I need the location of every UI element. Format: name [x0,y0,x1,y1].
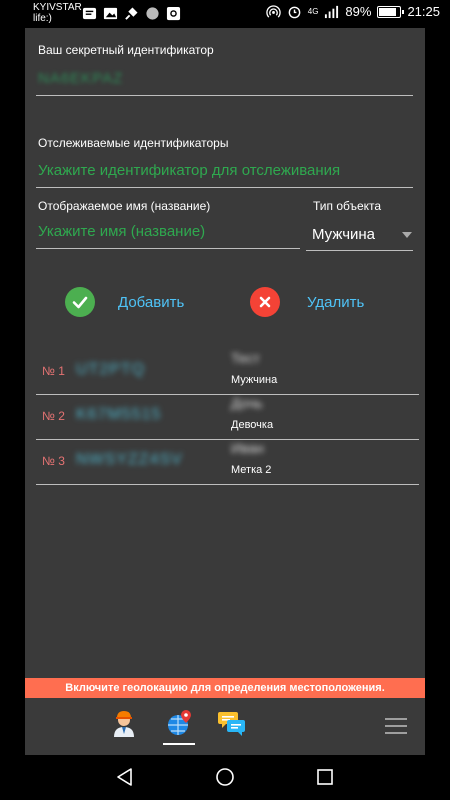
object-type-label: Тип объекта [313,199,382,213]
hamburger-menu-icon[interactable] [385,718,407,739]
row-name: Иван [231,440,264,456]
tracked-ids-label: Отслеживаемые идентификаторы [38,136,229,150]
row-divider [36,484,419,485]
list-item[interactable] [36,440,419,485]
home-circle-icon[interactable] [215,767,235,787]
battery-icon [377,6,401,18]
object-type-select[interactable]: Мужчина [312,226,376,243]
list-item[interactable] [36,350,419,395]
row-type: Девочка [231,419,274,431]
image-icon [103,6,118,21]
circle-icon [145,6,160,21]
notification-icons [82,6,181,21]
row-number: № 1 [42,364,65,378]
carrier-line-1: KYIVSTAR [33,2,82,13]
delete-button[interactable]: Удалить [307,294,365,311]
signal-icon [324,4,339,19]
app-screen [25,28,425,755]
secret-id-label: Ваш секретный идентификатор [38,43,214,57]
chevron-down-icon[interactable] [402,232,412,238]
tab-profile-worker-icon[interactable] [109,708,139,738]
secret-id-underline [36,95,413,96]
carrier-name [33,2,82,24]
row-number: № 2 [42,409,65,423]
row-type: Метка 2 [231,464,272,476]
object-type-underline [306,250,413,251]
camera-icon [166,6,181,21]
satellite-icon [124,6,139,21]
secret-id-value[interactable]: NA6EKPAZ [38,70,124,87]
display-name-input[interactable]: Укажите имя (название) [38,223,206,240]
delete-x-icon[interactable] [250,287,280,317]
active-tab-indicator [163,743,195,745]
bottom-tab-bar [25,698,425,755]
row-identifier: K67M5515 [76,406,162,423]
tab-map-globe-icon[interactable] [164,708,194,738]
clock: 21:25 [407,4,440,19]
alarm-icon [287,4,302,19]
hotspot-icon [266,4,281,19]
message-icon [82,6,97,21]
back-triangle-icon[interactable] [115,767,135,787]
battery-level [379,8,396,16]
recents-square-icon[interactable] [315,767,335,787]
tab-chat-bubbles-icon[interactable] [217,708,247,738]
geolocation-banner[interactable]: Включите геолокацию для определения местоположения. [25,678,425,698]
row-name: Дочь [231,395,263,411]
tracked-id-input[interactable]: Укажите идентификатор для отслеживания [38,162,341,179]
status-bar [0,0,450,28]
row-number: № 3 [42,454,65,468]
carrier-line-2: life:) [33,13,52,24]
display-name-underline [36,248,300,249]
display-name-label: Отображаемое имя (название) [38,199,211,213]
add-button[interactable]: Добавить [118,294,185,311]
row-identifier: NWSYZZ4SV [76,451,183,468]
row-name: Тест [231,350,260,366]
list-item[interactable] [36,395,419,440]
network-type: 4G [307,7,319,16]
battery-percent: 89% [345,4,372,19]
tracked-id-underline [36,187,413,188]
row-identifier: UT2PTQ [76,361,146,378]
system-nav-bar [0,755,450,800]
system-status [266,4,440,19]
add-check-icon[interactable] [65,287,95,317]
row-type: Мужчина [231,374,278,386]
